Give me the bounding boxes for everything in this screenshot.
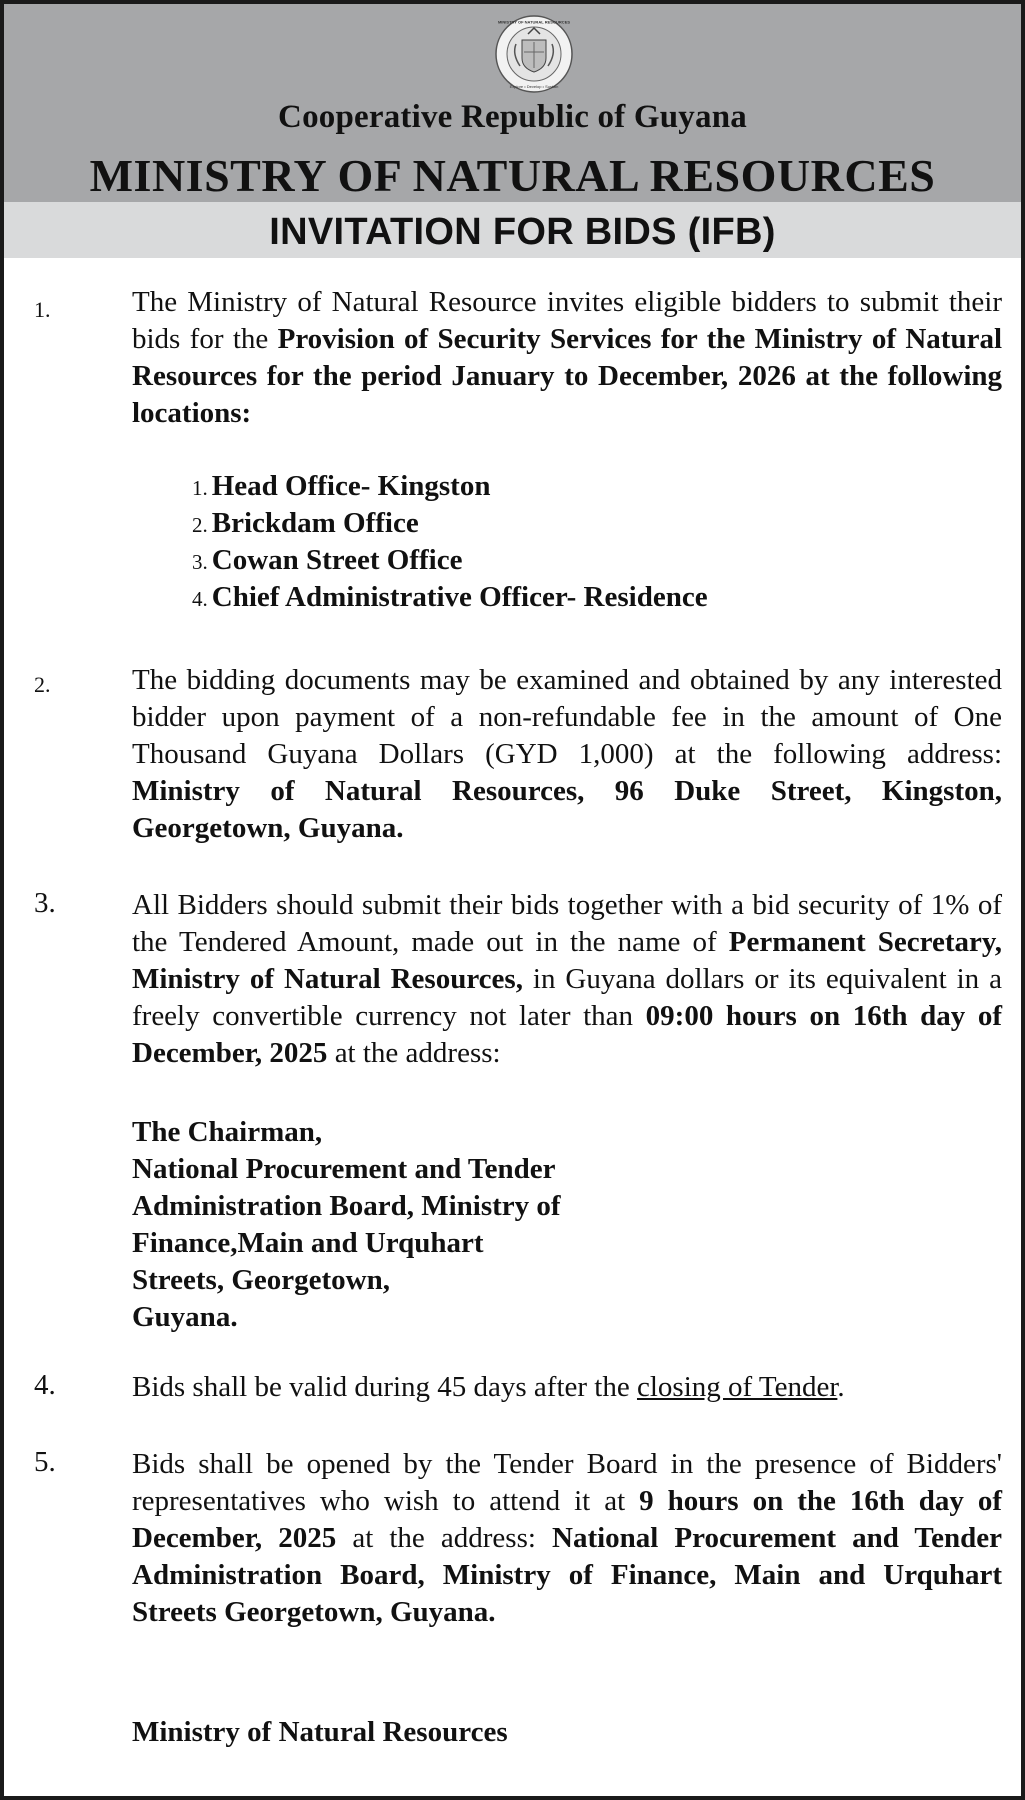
seal-ring-text: MINISTRY OF NATURAL RESOURCES: [497, 19, 571, 25]
address-line: Finance,Main and Urquhart: [132, 1227, 484, 1259]
address-line: Administration Board, Ministry of: [132, 1190, 561, 1222]
header-band: [4, 4, 1021, 202]
list-item-label: Chief Administrative Officer- Residence: [211, 581, 708, 613]
paragraph-text-bold: Ministry of Natural Resources, 96 Duke Street, Kingston, Georgetown, Guyana.: [132, 775, 1002, 844]
list-item-number: 3.: [192, 550, 208, 574]
paragraph-number: 3.: [34, 887, 56, 919]
paragraph-text: [132, 662, 1002, 847]
coat-of-arms-seal-icon: [494, 14, 574, 94]
address-line: The Chairman,: [132, 1116, 323, 1148]
address-line: Streets, Georgetown,: [132, 1264, 390, 1296]
list-item-number: 1.: [192, 476, 208, 500]
list-item: [192, 581, 708, 614]
signoff: Ministry of Natural Resources: [132, 1716, 508, 1748]
paragraph-text: [132, 887, 1002, 1072]
paragraph-text: [132, 1446, 1002, 1631]
list-item-label: Head Office- Kingston: [211, 470, 491, 502]
paragraph-text-part: at the address:: [336, 1522, 552, 1554]
page-title: INVITATION FOR BIDS (IFB): [269, 211, 776, 253]
list-item: [192, 507, 419, 540]
paragraph-text-part: The Ministry of Natural Resource invites eligible bidders to submit their bids for the: [132, 286, 1002, 355]
paragraph-number: 1.: [34, 297, 51, 322]
paragraph-text-bold: 9 hours on the 16th day of December, 2025: [132, 1485, 1002, 1554]
paragraph-text: [132, 1369, 1002, 1406]
paragraph-number: 4.: [34, 1369, 56, 1401]
address-line: National Procurement and Tender: [132, 1153, 556, 1185]
list-item: [192, 470, 490, 503]
paragraph-text-underlined: closing of Tender: [636, 1371, 838, 1403]
country-name: Cooperative Republic of Guyana: [278, 99, 747, 135]
delivery-address: [132, 1114, 692, 1336]
list-item-number: 4.: [192, 587, 208, 611]
list-item-number: 2.: [192, 513, 208, 537]
paragraph-number: 5.: [34, 1446, 56, 1478]
paragraph-text-bold: National Procurement and Tender Administration Board, Ministry of Finance, Main and Urquhart Streets Georgetown, Guyana.: [132, 1522, 1002, 1628]
paragraph-text-part: .: [837, 1371, 845, 1403]
paragraph-text-part: The bidding documents may be examined and obtained by any interested bidder upon payment of a non-refundable fee in the amount of One Thousand Guyana Dollars (GYD 1,000) at the following address:: [132, 664, 1002, 770]
list-item: [192, 544, 462, 577]
paragraph-text: [132, 284, 1002, 432]
list-item-label: Brickdam Office: [211, 507, 419, 539]
paragraph-number: 2.: [34, 672, 51, 697]
address-line: Guyana.: [132, 1301, 238, 1333]
paragraph-text-part: in Guyana dollars or its equivalent in a freely convertible currency not later than: [132, 963, 1002, 1032]
paragraph-text-part: at the address:: [327, 1037, 501, 1069]
paragraph-text-part: Bids shall be opened by the Tender Board in the presence of Bidders' representatives who wish to attend it at: [132, 1448, 1002, 1517]
ministry-name: MINISTRY OF NATURAL RESOURCES: [89, 150, 936, 201]
paragraph-text-bold: 09:00 hours on 16th day of December, 2025: [132, 1000, 1002, 1069]
paragraph-text-part: All Bidders should submit their bids together with a bid security of 1% of the Tendered Amount, made out in the name of: [132, 889, 1002, 958]
seal-motto: Explore • Develop • Sustain: [509, 84, 559, 89]
paragraph-text-part: Bids shall be valid during 45 days after the: [132, 1371, 637, 1403]
paragraph-text-bold: Provision of Security Services for the Ministry of Natural Resources for the period January to December, 2026 at the following locations:: [132, 323, 1002, 429]
paragraph-text-bold: Permanent Secretary, Ministry of Natural Resources,: [132, 926, 1002, 995]
list-item-label: Cowan Street Office: [211, 544, 463, 576]
